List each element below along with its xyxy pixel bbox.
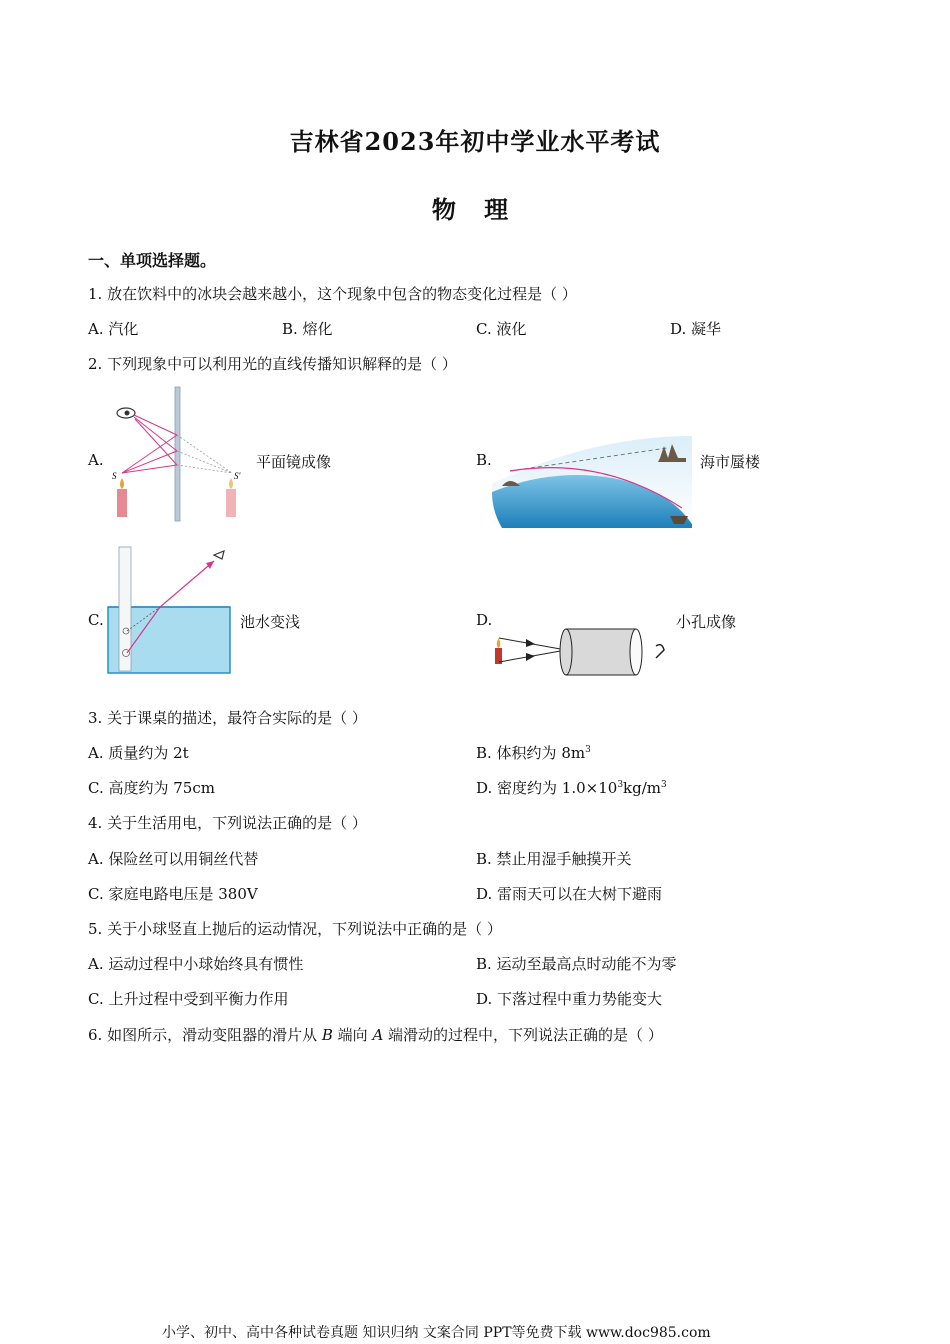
question-3-stem: 3. 关于课桌的描述，最符合实际的是（ ） — [88, 709, 367, 727]
mirage-figure — [492, 436, 692, 528]
q3-option-a: A. 质量约为 2t — [88, 744, 189, 762]
q4-option-b: B. 禁止用湿手触摸开关 — [476, 850, 632, 868]
pool-figure — [106, 545, 234, 675]
q1-option-c: C. 液化 — [476, 320, 527, 338]
q4-option-d: D. 雷雨天可以在大树下避雨 — [476, 885, 663, 903]
q4-option-c: C. 家庭电路电压是 380V — [88, 885, 258, 903]
q2-option-b-letter: B. — [476, 451, 492, 469]
q4-option-a: A. 保险丝可以用铜丝代替 — [88, 850, 259, 868]
q3-option-c: C. 高度约为 75cm — [88, 779, 215, 797]
question-1-stem: 1. 放在饮料中的冰块会越来越小，这个现象中包含的物态变化过程是（ ） — [88, 285, 577, 303]
eye-icon — [214, 551, 224, 559]
candle-icon — [117, 478, 127, 517]
page-title: 吉林省2023年初中学业水平考试 — [289, 127, 661, 156]
q2-option-a-caption: 平面镜成像 — [256, 453, 332, 471]
q3-option-d: D. 密度约为 $1.0\times 10^3kg/m^3$ — [476, 779, 667, 797]
section-heading: 一、单项选择题。 — [88, 251, 217, 270]
q2-option-a-letter: A. — [88, 451, 104, 469]
subject-title: 物 理 — [431, 195, 519, 224]
question-4-stem: 4. 关于生活用电，下列说法正确的是（ ） — [88, 814, 367, 832]
question-2-stem: 2. 下列现象中可以利用光的直线传播知识解释的是（ ） — [88, 355, 457, 373]
footer-ad: 小学、初中、高中各种试卷真题 知识归纳 文案合同 PPT等免费下载 www.doc985.com — [162, 1325, 711, 1341]
q5-option-a: A. 运动过程中小球始终具有惯性 — [88, 955, 304, 973]
q5-option-d: D. 下落过程中重力势能变大 — [476, 990, 663, 1008]
candle-icon — [495, 638, 502, 664]
question-6-stem: 6. 如图所示，滑动变阻器的滑片从 B 端向 A 端滑动的过程中，下列说法正确的是（ ） — [88, 1026, 663, 1044]
q5-option-b: B. 运动至最高点时动能不为零 — [476, 955, 677, 973]
object-label: S — [112, 471, 117, 481]
plane-mirror-figure — [108, 385, 248, 525]
eye-icon — [117, 408, 135, 418]
q1-option-b: B. 熔化 — [282, 320, 333, 338]
eye-icon — [656, 645, 664, 658]
q3-option-b: B. 体积约为 $8m^3$ — [476, 744, 591, 762]
q2-option-c-caption: 池水变浅 — [240, 613, 301, 631]
q2-option-d-caption: 小孔成像 — [676, 613, 737, 631]
candle-image-icon — [226, 478, 236, 517]
pinhole-figure — [490, 620, 670, 680]
q2-option-c-letter: C. — [88, 611, 104, 629]
image-label: S′ — [234, 471, 241, 481]
question-5-stem: 5. 关于小球竖直上抛后的运动情况，下列说法中正确的是（ ） — [88, 920, 502, 938]
q2-option-b-caption: 海市蜃楼 — [700, 453, 761, 471]
q2-option-d-letter: D. — [476, 611, 493, 629]
q1-option-a: A. 汽化 — [88, 320, 139, 338]
q5-option-c: C. 上升过程中受到平衡力作用 — [88, 990, 289, 1008]
q1-option-d: D. 凝华 — [670, 320, 722, 338]
